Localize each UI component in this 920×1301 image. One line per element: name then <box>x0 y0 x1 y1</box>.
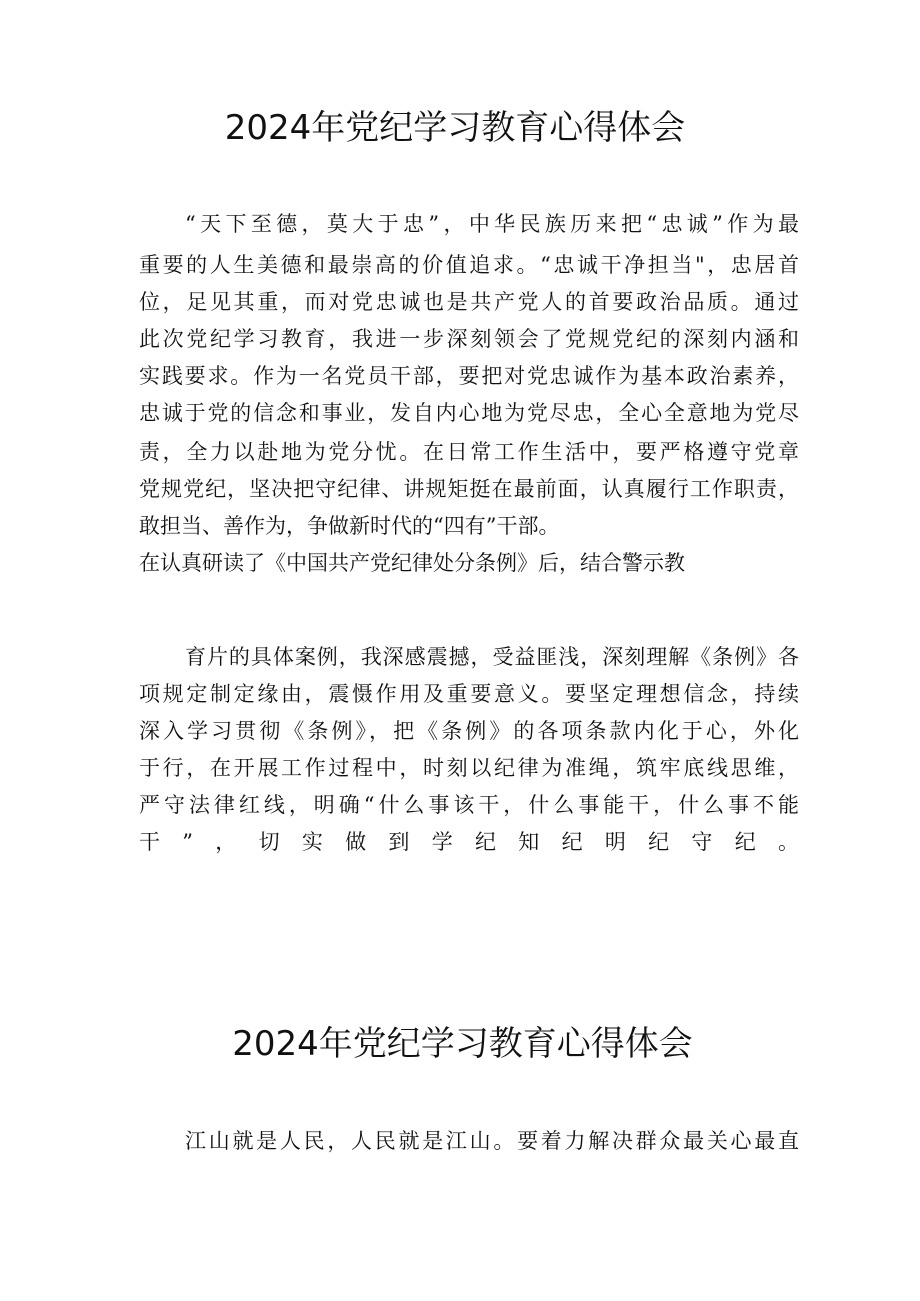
paragraph-line: 项规定制定缘由，震慑作用及重要意义。要坚定理想信念，持续 <box>139 682 799 706</box>
paragraph-line: 干”，切实做到学纪知纪明纪守纪。 <box>139 830 799 854</box>
paragraph-line: 于行，在开展工作过程中，时刻以纪律为准绳，筑牢底线思维， <box>139 756 799 780</box>
paragraph-line: 忠诚于党的信念和事业，发自内心地为党尽忠，全心全意地为党尽 <box>139 401 799 425</box>
paragraph-line: 江山就是人民，人民就是江山。要着力解决群众最关心最直 <box>185 1129 799 1153</box>
paragraph-line: 党规党纪，坚决把守纪律、讲规矩挺在最前面，认真履行工作职责， <box>139 477 799 501</box>
paragraph-line: 深入学习贯彻《条例》，把《条例》的各项条款内化于心，外化 <box>139 719 799 743</box>
paragraph-line: 育片的具体案例，我深感震撼，受益匪浅，深刻理解《条例》各 <box>185 645 799 669</box>
paragraph-line: 敢担当、善作为，争做新时代的“四有”干部。 <box>139 514 560 538</box>
paragraph-line: 责，全力以赴地为党分忧。在日常工作生活中，要严格遵守党章 <box>139 440 799 464</box>
paragraph-line: 位，足见其重，而对党忠诚也是共产党人的首要政治品质。通过 <box>139 290 799 314</box>
paragraph-line: 在认真研读了《中国共产党纪律处分条例》后，结合警示教 <box>139 551 685 575</box>
paragraph-line: 严守法律红线，明确“什么事该干，什么事能干，什么事不能 <box>139 793 799 817</box>
paragraph-line: 实践要求。作为一名党员干部，要把对党忠诚作为基本政治素养， <box>139 364 799 388</box>
paragraph-line: “天下至德，莫大于忠”，中华民族历来把“忠诚”作为最 <box>185 212 799 236</box>
page-title: 2024年党纪学习教育心得体会 <box>224 108 686 148</box>
paragraph-line <box>139 896 799 936</box>
section-title: 2024年党纪学习教育心得体会 <box>232 1024 693 1064</box>
paragraph-line <box>139 859 799 899</box>
paragraph-line: 重要的人生美德和最崇高的价值追求。“忠诚干净担当"，忠居首 <box>139 253 799 277</box>
paragraph-line: 此次党纪学习教育，我进一步深刻领会了党规党纪的深刻内涵和 <box>139 327 799 351</box>
